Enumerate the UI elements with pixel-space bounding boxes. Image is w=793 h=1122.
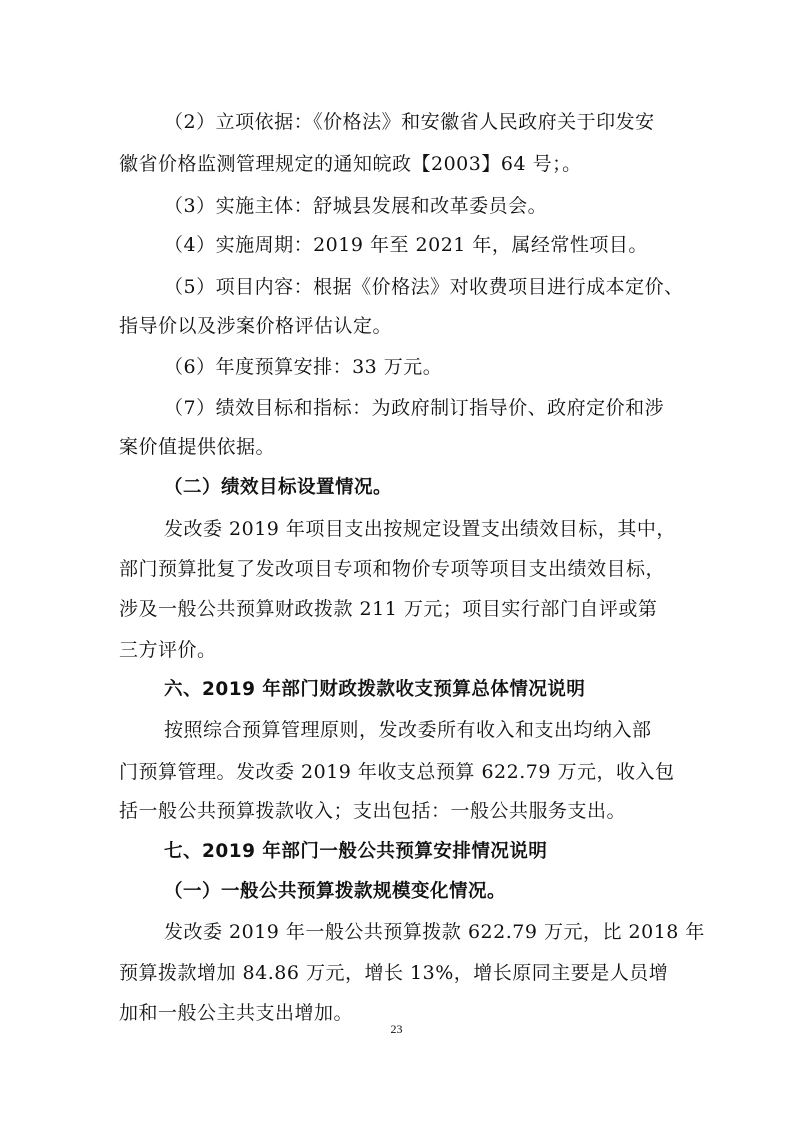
paragraph-line: 按照综合预算管理原则，发改委所有收入和支出均纳入部 — [164, 719, 652, 741]
page-number: 23 — [390, 1022, 403, 1036]
paragraph-line: （5）项目内容：根据《价格法》对收费项目进行成本定价、 — [164, 276, 684, 298]
paragraph-line: 括一般公共预算拨款收入；支出包括：一般公共服务支出。 — [119, 800, 627, 822]
paragraph-line: 徽省价格监测管理规定的通知皖政【2003】64 号；。 — [119, 153, 582, 175]
paragraph-line: 发改委 2019 年一般公共预算拨款 622.79 万元，比 2018 年 — [164, 921, 705, 943]
paragraph-line: （7）绩效目标和指标：为政府制订指导价、政府定价和涉 — [164, 397, 665, 419]
paragraph-line: 预算拨款增加 84.86 万元，增长 13%，增长原同主要是人员增 — [119, 962, 669, 984]
section-heading: （一）一般公共预算拨款规模变化情况。 — [164, 881, 507, 902]
paragraph-line: 三方评价。 — [119, 639, 217, 661]
paragraph-line: 涉及一般公共预算财政拨款 211 万元；项目实行部门自评或第 — [119, 598, 658, 620]
section-heading: 六、2019 年部门财政拨款收支预算总体情况说明 — [164, 679, 586, 700]
section-heading: 七、2019 年部门一般公共预算安排情况说明 — [164, 841, 548, 862]
paragraph-line: （3）实施主体：舒城县发展和改革委员会。 — [164, 195, 548, 217]
paragraph-line: 指导价以及涉案价格评估认定。 — [119, 315, 393, 337]
paragraph-line: 加和一般公主共支出增加。 — [119, 1002, 354, 1024]
section-heading: （二）绩效目标设置情况。 — [164, 477, 393, 498]
paragraph-line: 案价值提供依据。 — [119, 436, 276, 458]
paragraph-line: （6）年度预算安排：33 万元。 — [164, 356, 443, 378]
paragraph-line: （4）实施周期：2019 年至 2021 年，属经常性项目。 — [164, 234, 648, 256]
paragraph-line: （2）立项依据：《价格法》和安徽省人民政府关于印发安 — [164, 111, 655, 133]
paragraph-line: 发改委 2019 年项目支出按规定设置支出绩效目标，其中， — [164, 518, 676, 540]
paragraph-line: 部门预算批复了发改项目专项和物价专项等项目支出绩效目标， — [119, 558, 666, 580]
paragraph-line: 门预算管理。发改委 2019 年收支总预算 622.79 万元，收入包 — [119, 761, 675, 783]
